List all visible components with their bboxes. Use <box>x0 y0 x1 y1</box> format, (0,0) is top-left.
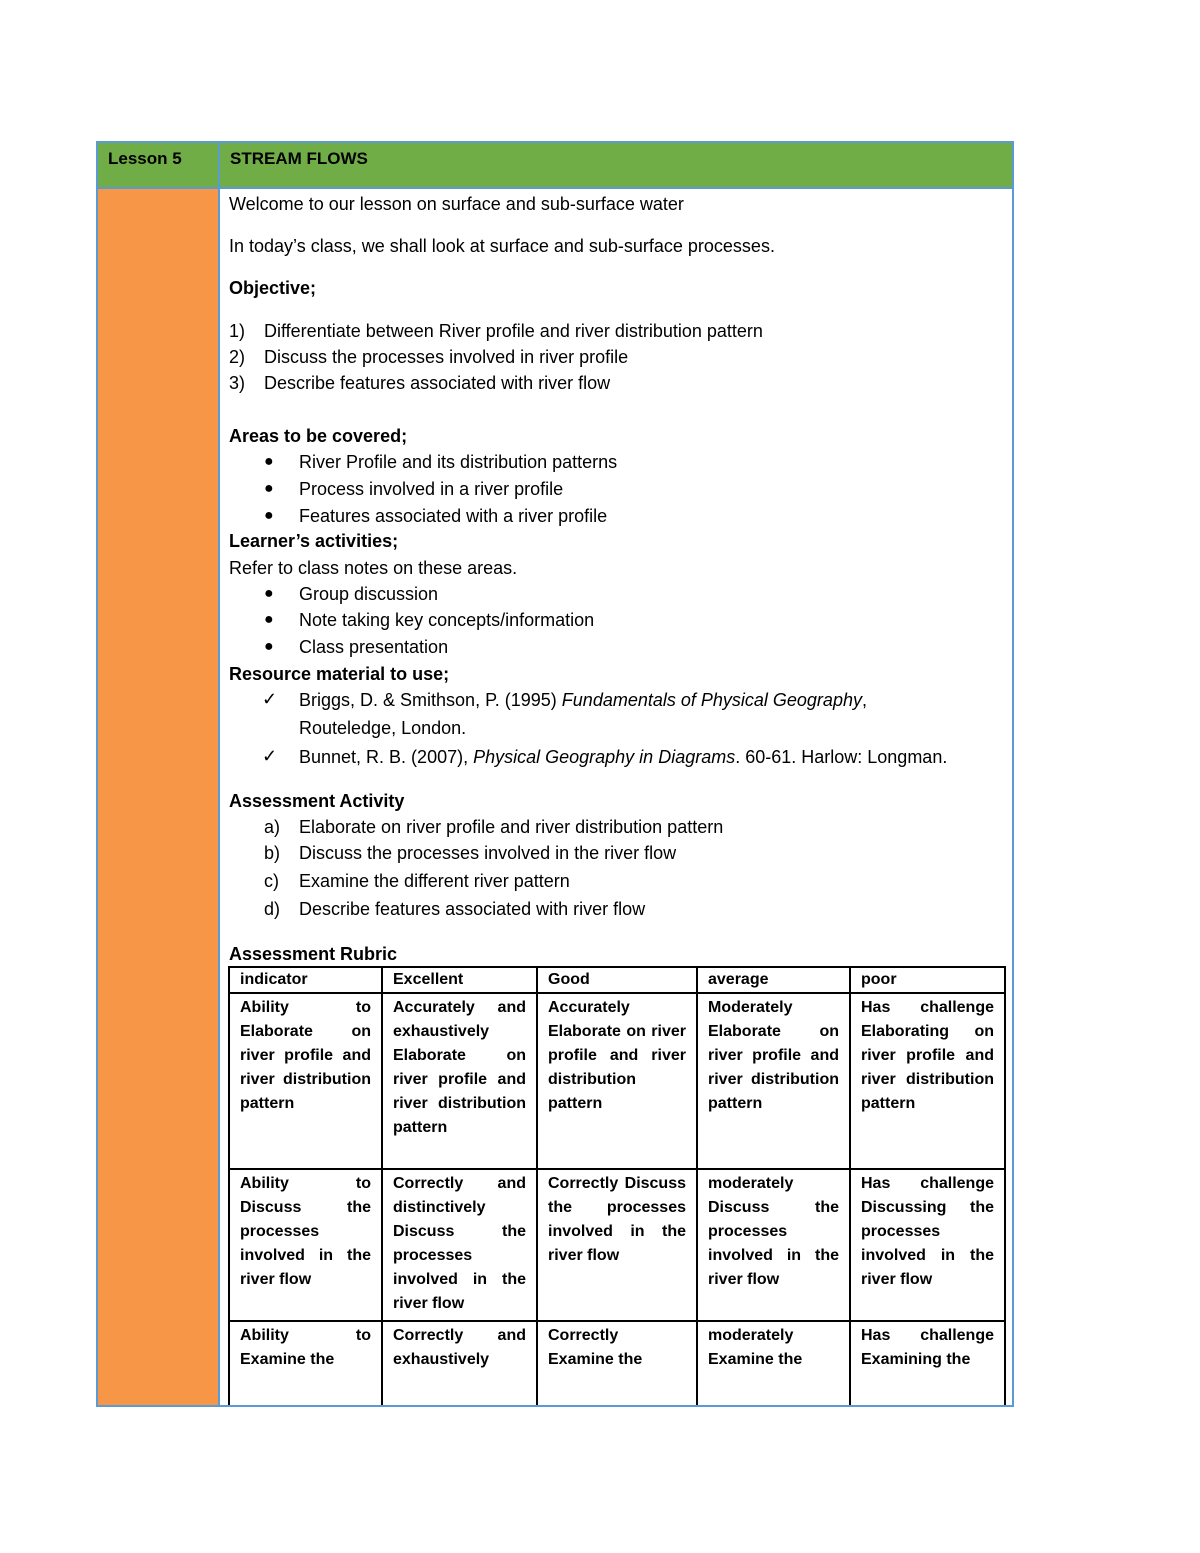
rubric-cell: Accurately and exhaustively Elaborate on river profile and river distribution pattern <box>382 993 537 1169</box>
rubric-cell: Correctly Examine the <box>537 1321 697 1407</box>
side-column <box>98 189 218 1405</box>
assessment-item: Describe features associated with river flow <box>299 899 646 919</box>
bullet-icon: ● <box>264 507 274 524</box>
rubric-cell: Has challenge Discussing the processes involved in the river flow <box>850 1169 1005 1321</box>
lesson-header-row <box>98 143 1012 189</box>
rubric-column-header: Excellent <box>382 967 537 993</box>
assessment-heading: Assessment Activity <box>229 791 405 811</box>
resource-item: Briggs, D. & Smithson, P. (1995) Fundamentals of Physical Geography, <box>299 690 867 710</box>
areas-heading: Areas to be covered; <box>229 426 408 446</box>
activities-item: Note taking key concepts/information <box>299 610 595 630</box>
rubric-cell: Accurately Elaborate on river profile and river distribution pattern <box>537 993 697 1169</box>
rubric-cell: Has challenge Elaborating on river profile and river distribution pattern <box>850 993 1005 1169</box>
rubric-cell: moderately Examine the <box>697 1321 850 1407</box>
activities-intro: Refer to class notes on these areas. <box>229 558 518 578</box>
activities-item: Class presentation <box>299 637 449 657</box>
checkmark-icon: ✓ <box>262 746 278 766</box>
column-divider <box>218 143 220 1405</box>
resources-heading: Resource material to use; <box>229 664 450 684</box>
resource-item: Bunnet, R. B. (2007), Physical Geography in Diagrams. 60-61. Harlow: Longman. <box>299 747 948 767</box>
objective-item: Describe features associated with river flow <box>264 373 611 393</box>
rubric-heading: Assessment Rubric <box>229 944 398 964</box>
objective-number: 2) <box>229 347 246 367</box>
rubric-column-header: Good <box>537 967 697 993</box>
rubric-column-header: poor <box>850 967 1005 993</box>
welcome-text: Welcome to our lesson on surface and sub-surface water <box>229 194 684 214</box>
assessment-item: Examine the different river pattern <box>299 871 570 891</box>
rubric-header-row <box>229 967 1005 993</box>
objective-number: 1) <box>229 321 246 341</box>
rubric-cell: Correctly and distinctively Discuss the processes involved in the river flow <box>382 1169 537 1321</box>
assessment-letter: b) <box>264 843 281 863</box>
assessment-item: Elaborate on river profile and river distribution pattern <box>299 817 724 837</box>
areas-item: Process involved in a river profile <box>299 479 564 499</box>
rubric-row <box>229 993 1005 1169</box>
bullet-icon: ● <box>264 585 274 602</box>
rubric-cell: Ability to Elaborate on river profile and river distribution pattern <box>229 993 382 1169</box>
rubric-cell: Has challenge Examining the <box>850 1321 1005 1407</box>
rubric-column-header: indicator <box>229 967 382 993</box>
rubric-row <box>229 1321 1005 1407</box>
lesson-title: STREAM FLOWS <box>230 149 368 168</box>
rubric-cell: moderately Discuss the processes involved in the river flow <box>697 1169 850 1321</box>
areas-item: River Profile and its distribution patterns <box>299 452 618 472</box>
objective-number: 3) <box>229 373 246 393</box>
rubric-cell: Ability to Discuss the processes involved in the river flow <box>229 1169 382 1321</box>
assessment-item: Discuss the processes involved in the river flow <box>299 843 677 863</box>
today-text: In today’s class, we shall look at surface and sub-surface processes. <box>229 236 775 256</box>
resource-item-continued: Routeledge, London. <box>299 718 467 738</box>
rubric-column-header: average <box>697 967 850 993</box>
assessment-letter: c) <box>264 871 279 891</box>
lesson-number: Lesson 5 <box>108 149 182 168</box>
objective-heading: Objective; <box>229 278 317 298</box>
rubric-cell: Correctly Discuss the processes involved in the river flow <box>537 1169 697 1321</box>
assessment-letter: d) <box>264 899 281 919</box>
bullet-icon: ● <box>264 480 274 497</box>
checkmark-icon: ✓ <box>262 689 278 709</box>
objective-item: Differentiate between River profile and river distribution pattern <box>264 321 763 341</box>
activities-item: Group discussion <box>299 584 439 604</box>
assessment-rubric-table <box>228 966 1006 1407</box>
objective-item: Discuss the processes involved in river profile <box>264 347 629 367</box>
lesson-plan-table <box>96 141 1014 1407</box>
rubric-row <box>229 1169 1005 1321</box>
activities-heading: Learner’s activities; <box>229 531 399 551</box>
rubric-cell: Ability to Examine the <box>229 1321 382 1407</box>
areas-item: Features associated with a river profile <box>299 506 608 526</box>
bullet-icon: ● <box>264 638 274 655</box>
rubric-cell: Correctly and exhaustively <box>382 1321 537 1407</box>
bullet-icon: ● <box>264 611 274 628</box>
bullet-icon: ● <box>264 453 274 470</box>
assessment-letter: a) <box>264 817 281 837</box>
rubric-cell: Moderately Elaborate on river profile and river distribution pattern <box>697 993 850 1169</box>
